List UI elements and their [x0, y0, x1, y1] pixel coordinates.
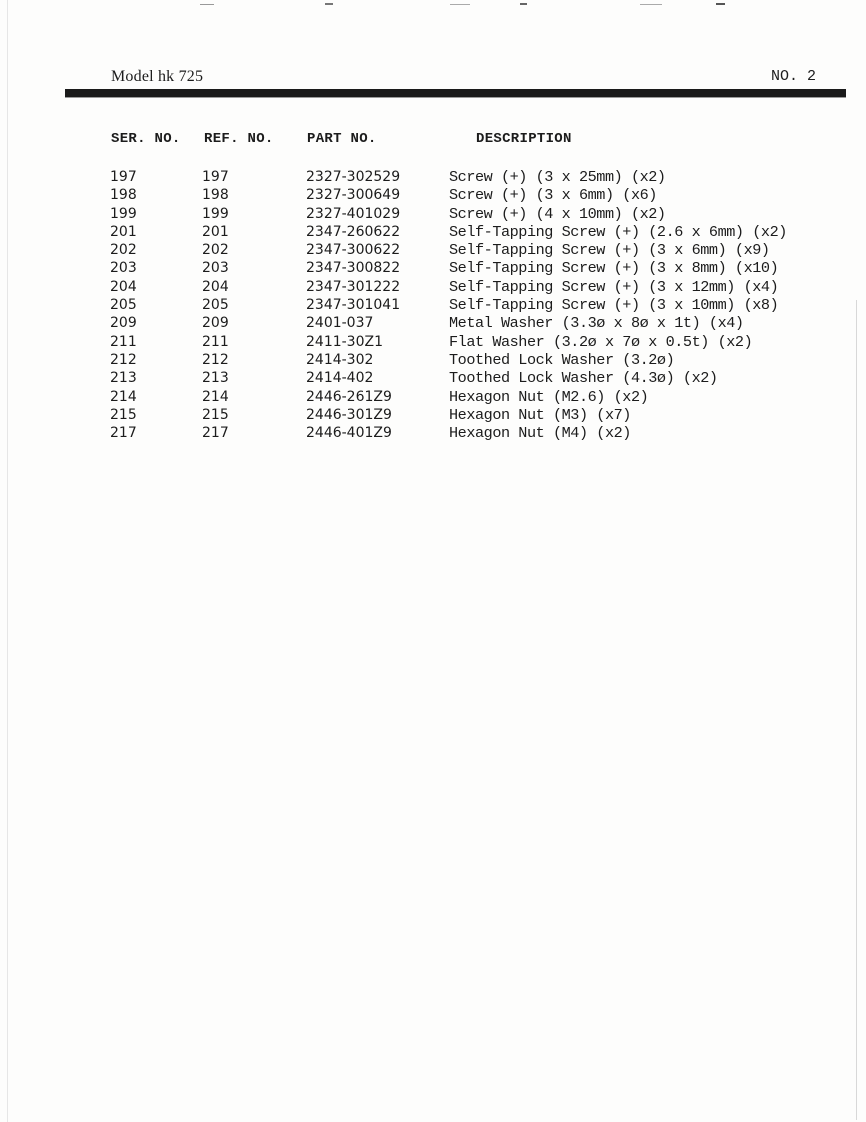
ref-no: 205 [202, 297, 229, 314]
ser-no: 205 [110, 297, 137, 314]
part-no: 2414-302 [306, 351, 374, 368]
ser-no: 199 [110, 205, 137, 222]
description: Flat Washer (3.2ø x 7ø x 0.5t) (x2) [449, 332, 753, 351]
ser-no: 212 [110, 351, 137, 368]
description: Screw (+) (4 x 10mm) (x2) [449, 204, 666, 223]
parts-row [0, 369, 866, 387]
parts-row [0, 388, 866, 406]
parts-row [0, 223, 866, 241]
parts-row [0, 278, 866, 296]
part-no: 2347-300822 [306, 260, 401, 277]
ser-no: 215 [110, 406, 137, 423]
description: Self-Tapping Screw (+) (3 x 6mm) (x9) [449, 241, 770, 260]
part-no: 2327-302529 [306, 169, 401, 185]
page-number: NO. 2 [770, 68, 816, 85]
ref-no: 213 [202, 370, 229, 387]
ref-no-header: REF. NO. [204, 131, 274, 147]
ref-no: 211 [202, 333, 229, 350]
description: Hexagon Nut (M3) (x7) [449, 405, 631, 424]
part-no: 2347-260622 [306, 223, 401, 240]
part-no-header: PART NO. [307, 131, 377, 147]
description: Self-Tapping Screw (+) (2.6 x 6mm) (x2) [449, 222, 787, 241]
ser-no-header: SER. NO. [111, 131, 181, 147]
ref-no: 212 [202, 351, 229, 368]
description: Toothed Lock Washer (4.3ø) (x2) [449, 369, 718, 388]
description: Self-Tapping Screw (+) (3 x 8mm) (x10) [449, 259, 779, 278]
ref-no: 204 [202, 278, 229, 295]
description: Toothed Lock Washer (3.2ø) [449, 350, 675, 369]
parts-row [0, 205, 866, 223]
ser-no: 209 [110, 315, 137, 332]
parts-row [0, 296, 866, 314]
parts-row [0, 333, 866, 351]
ser-no: 213 [110, 370, 137, 387]
parts-row [0, 241, 866, 259]
part-no: 2446-261Z9 [306, 388, 392, 405]
ref-no: 209 [202, 315, 229, 332]
ref-no: 197 [202, 169, 229, 185]
description: Screw (+) (3 x 6mm) (x6) [449, 186, 657, 205]
parts-list [0, 168, 866, 442]
parts-row [0, 424, 866, 442]
part-no: 2347-301041 [306, 297, 401, 314]
ref-no: 214 [202, 388, 229, 405]
ser-no: 211 [110, 333, 137, 350]
part-no: 2401-037 [306, 315, 374, 332]
part-no: 2327-300649 [306, 187, 401, 204]
part-no: 2411-30Z1 [306, 333, 383, 350]
ser-no: 202 [110, 242, 137, 259]
part-no: 2446-401Z9 [306, 425, 392, 442]
ref-no: 199 [202, 205, 229, 222]
part-no: 2446-301Z9 [306, 406, 392, 423]
ser-no: 201 [110, 223, 137, 240]
ser-no: 204 [110, 278, 137, 295]
part-no: 2347-301222 [306, 278, 401, 295]
header-rule [65, 89, 846, 97]
description: Hexagon Nut (M2.6) (x2) [449, 387, 649, 406]
parts-row [0, 314, 866, 332]
parts-row [0, 168, 866, 186]
ser-no: 217 [110, 425, 137, 442]
parts-row [0, 406, 866, 424]
header-rule-shadow [65, 97, 846, 98]
parts-row [0, 351, 866, 369]
ref-no: 217 [202, 425, 229, 442]
description-header: DESCRIPTION [476, 131, 572, 147]
parts-row [0, 259, 866, 277]
description: Self-Tapping Screw (+) (3 x 12mm) (x4) [449, 277, 779, 296]
ser-no: 198 [110, 187, 137, 204]
ref-no: 202 [202, 242, 229, 259]
column-headers [0, 131, 866, 151]
part-no: 2347-300622 [306, 242, 401, 259]
ser-no: 214 [110, 388, 137, 405]
model-title: Model hk 725 [111, 68, 204, 85]
part-no: 2327-401029 [306, 205, 401, 222]
description: Hexagon Nut (M4) (x2) [449, 424, 631, 443]
description: Metal Washer (3.3ø x 8ø x 1t) (x4) [449, 314, 744, 333]
ser-no: 203 [110, 260, 137, 277]
ref-no: 203 [202, 260, 229, 277]
scan-specks [120, 2, 740, 8]
ref-no: 198 [202, 187, 229, 204]
page-header [111, 68, 816, 88]
parts-row [0, 186, 866, 204]
description: Self-Tapping Screw (+) (3 x 10mm) (x8) [449, 296, 779, 315]
ref-no: 215 [202, 406, 229, 423]
ser-no: 197 [110, 169, 137, 185]
part-no: 2414-402 [306, 370, 374, 387]
description: Screw (+) (3 x 25mm) (x2) [449, 168, 666, 186]
ref-no: 201 [202, 223, 229, 240]
